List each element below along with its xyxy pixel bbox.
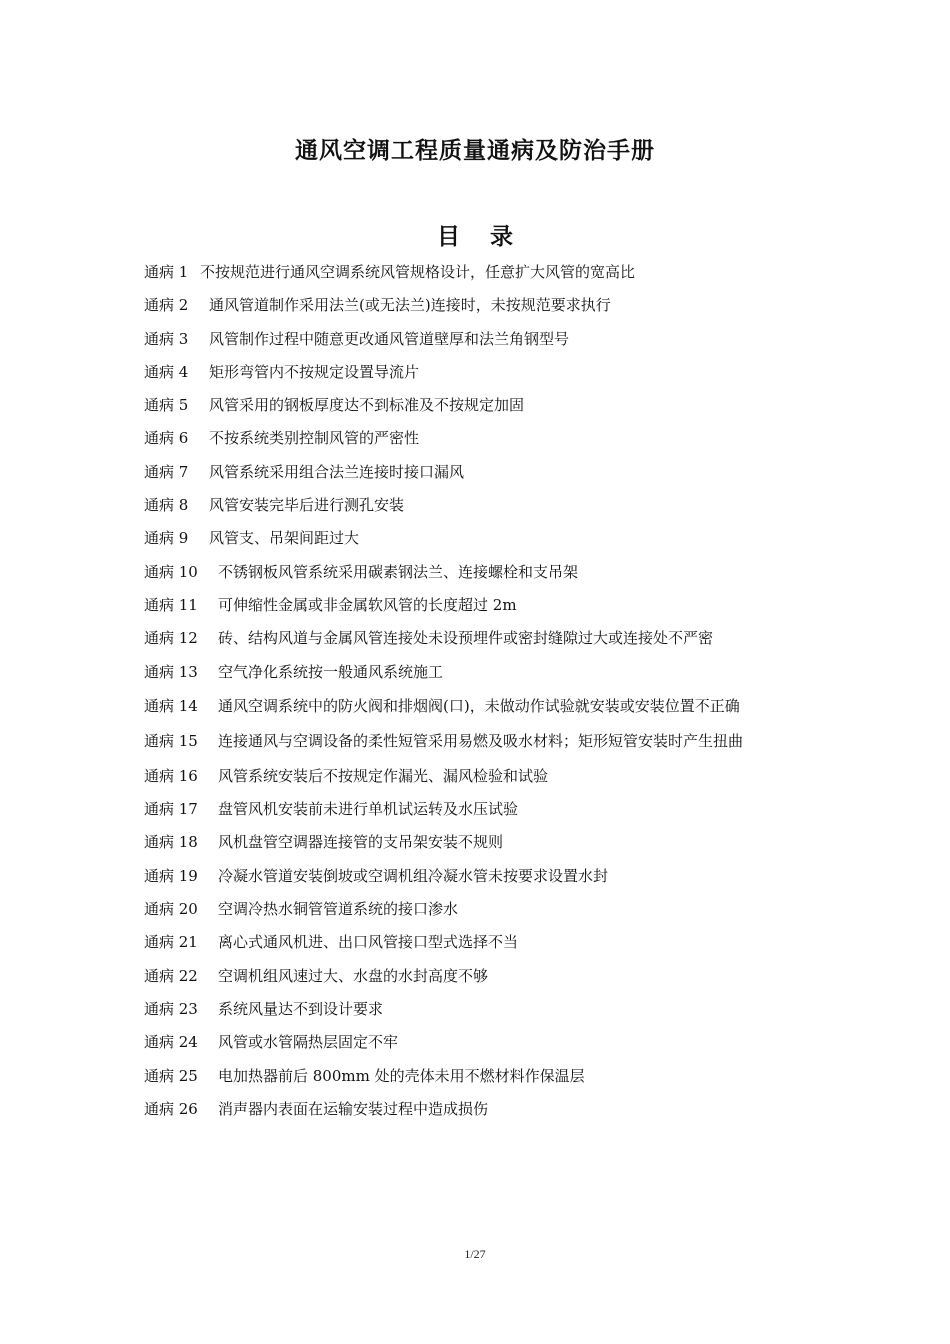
- toc-item-label: 通病 4: [144, 362, 189, 381]
- toc-item[interactable]: [144, 356, 814, 389]
- toc-heading-char-1: 目: [437, 223, 460, 250]
- toc-item[interactable]: [144, 1093, 814, 1126]
- toc-item-text: 风管系统安装后不按规定作漏光、漏风检验和试验: [218, 766, 549, 785]
- toc-item-label: 通病 13: [144, 662, 198, 681]
- toc-item[interactable]: [144, 689, 814, 725]
- toc-item[interactable]: [144, 993, 814, 1026]
- toc-item-label: 通病 5: [144, 396, 189, 415]
- toc-item-label: 通病 24: [144, 1033, 198, 1052]
- toc-item-text: 连接通风与空调设备的柔性短管采用易燃及吸水材料；矩形短管安装时产生扭曲: [218, 732, 744, 751]
- toc-item[interactable]: [144, 422, 814, 455]
- toc-item[interactable]: [144, 793, 814, 826]
- toc-heading: [0, 220, 950, 254]
- toc-item[interactable]: [144, 256, 814, 289]
- toc-item-label: 通病 9: [144, 529, 189, 548]
- toc-item-text: 系统风量达不到设计要求: [218, 999, 384, 1018]
- toc-item-label: 通病 19: [144, 866, 198, 885]
- toc-item-label: 通病 18: [144, 833, 198, 852]
- toc-item-text: 通风空调系统中的防火阀和排烟阀(口)，未做动作试验就安装或安装位置不正确: [218, 696, 740, 715]
- toc-item-text: 风机盘管空调器连接管的支吊架安装不规则: [218, 833, 504, 852]
- toc-item-label: 通病 21: [144, 933, 198, 952]
- toc-item-text: 砖、结构风道与金属风管连接处未设预埋件或密封缝隙过大或连接处不严密: [218, 629, 714, 648]
- toc-item[interactable]: [144, 556, 814, 589]
- toc-item-text: 风管系统采用组合法兰连接时接口漏风: [209, 462, 465, 481]
- toc-item-text: 不按系统类别控制风管的严密性: [209, 429, 420, 448]
- toc-item-label: 通病 14: [144, 696, 198, 715]
- toc-item-text: 不锈钢板风管系统采用碳素钢法兰、连接螺栓和支吊架: [218, 562, 579, 581]
- toc-item-label: 通病 10: [144, 562, 198, 581]
- toc-item-text: 风管采用的钢板厚度达不到标准及不按规定加固: [209, 396, 525, 415]
- toc-item-label: 通病 6: [144, 429, 189, 448]
- toc-item-text: 通风管道制作采用法兰(或无法兰)连接时，未按规范要求执行: [209, 296, 611, 315]
- toc-item-label: 通病 11: [144, 595, 198, 614]
- toc-item-label: 通病 25: [144, 1066, 198, 1085]
- toc-item-text: 离心式通风机进、出口风管接口型式选择不当: [218, 933, 519, 952]
- toc-item-label: 通病 16: [144, 766, 198, 785]
- toc-item-label: 通病 2: [144, 296, 189, 315]
- toc-item-label: 通病 23: [144, 999, 198, 1018]
- toc-item-text: 空调机组风速过大、水盘的水封高度不够: [218, 966, 489, 985]
- table-of-contents: [144, 256, 814, 1126]
- toc-item-label: 通病 20: [144, 900, 198, 919]
- toc-item-text: 空气净化系统按一般通风系统施工: [218, 662, 444, 681]
- page-number: 1/27: [464, 1247, 486, 1261]
- toc-item-label: 通病 17: [144, 800, 198, 819]
- toc-item[interactable]: [144, 760, 814, 793]
- toc-item[interactable]: [144, 893, 814, 926]
- toc-item-text: 电加热器前后 800mm 处的壳体未用不燃材料作保温层: [218, 1066, 585, 1085]
- toc-item-text: 风管制作过程中随意更改通风管道壁厚和法兰角钢型号: [209, 329, 570, 348]
- toc-item[interactable]: [144, 522, 814, 555]
- toc-item[interactable]: [144, 622, 814, 655]
- toc-item-label: 通病 12: [144, 629, 198, 648]
- toc-item[interactable]: [144, 926, 814, 959]
- toc-item-text: 矩形弯管内不按规定设置导流片: [209, 362, 420, 381]
- toc-item[interactable]: [144, 456, 814, 489]
- toc-item-label: 通病 15: [144, 732, 198, 751]
- document-title: 通风空调工程质量通病及防治手册: [295, 137, 655, 164]
- toc-item[interactable]: [144, 289, 814, 322]
- toc-item-text: 可伸缩性金属或非金属软风管的长度超过 2m: [218, 595, 517, 614]
- toc-item-text: 空调冷热水铜管管道系统的接口渗水: [218, 900, 459, 919]
- toc-item[interactable]: [144, 724, 814, 760]
- toc-item[interactable]: [144, 489, 814, 522]
- toc-heading-char-2: 录: [490, 223, 513, 250]
- toc-item[interactable]: [144, 826, 814, 859]
- toc-item-label: 通病 3: [144, 329, 189, 348]
- toc-item[interactable]: [144, 323, 814, 356]
- toc-item-text: 风管支、吊架间距过大: [209, 529, 360, 548]
- toc-item[interactable]: [144, 1026, 814, 1059]
- toc-item-label: 通病 8: [144, 496, 189, 515]
- toc-item-label: 通病 1: [144, 263, 189, 281]
- toc-item[interactable]: [144, 1060, 814, 1093]
- toc-item-text: 风管安装完毕后进行测孔安装: [209, 496, 405, 515]
- toc-item-text: 冷凝水管道安装倒坡或空调机组冷凝水管未按要求设置水封: [218, 866, 609, 885]
- toc-item-text: 不按规范进行通风空调系统风管规格设计，任意扩大风管的宽高比: [200, 263, 636, 281]
- toc-item[interactable]: [144, 960, 814, 993]
- toc-item-text: 风管或水管隔热层固定不牢: [218, 1033, 399, 1052]
- toc-item-label: 通病 22: [144, 966, 198, 985]
- toc-item-label: 通病 7: [144, 462, 189, 481]
- toc-item[interactable]: [144, 860, 814, 893]
- toc-item[interactable]: [144, 589, 814, 622]
- toc-item[interactable]: [144, 656, 814, 689]
- toc-item-text: 盘管风机安装前未进行单机试运转及水压试验: [218, 800, 519, 819]
- toc-item-label: 通病 26: [144, 1099, 198, 1118]
- toc-item-text: 消声器内表面在运输安装过程中造成损伤: [218, 1099, 489, 1118]
- toc-item[interactable]: [144, 389, 814, 422]
